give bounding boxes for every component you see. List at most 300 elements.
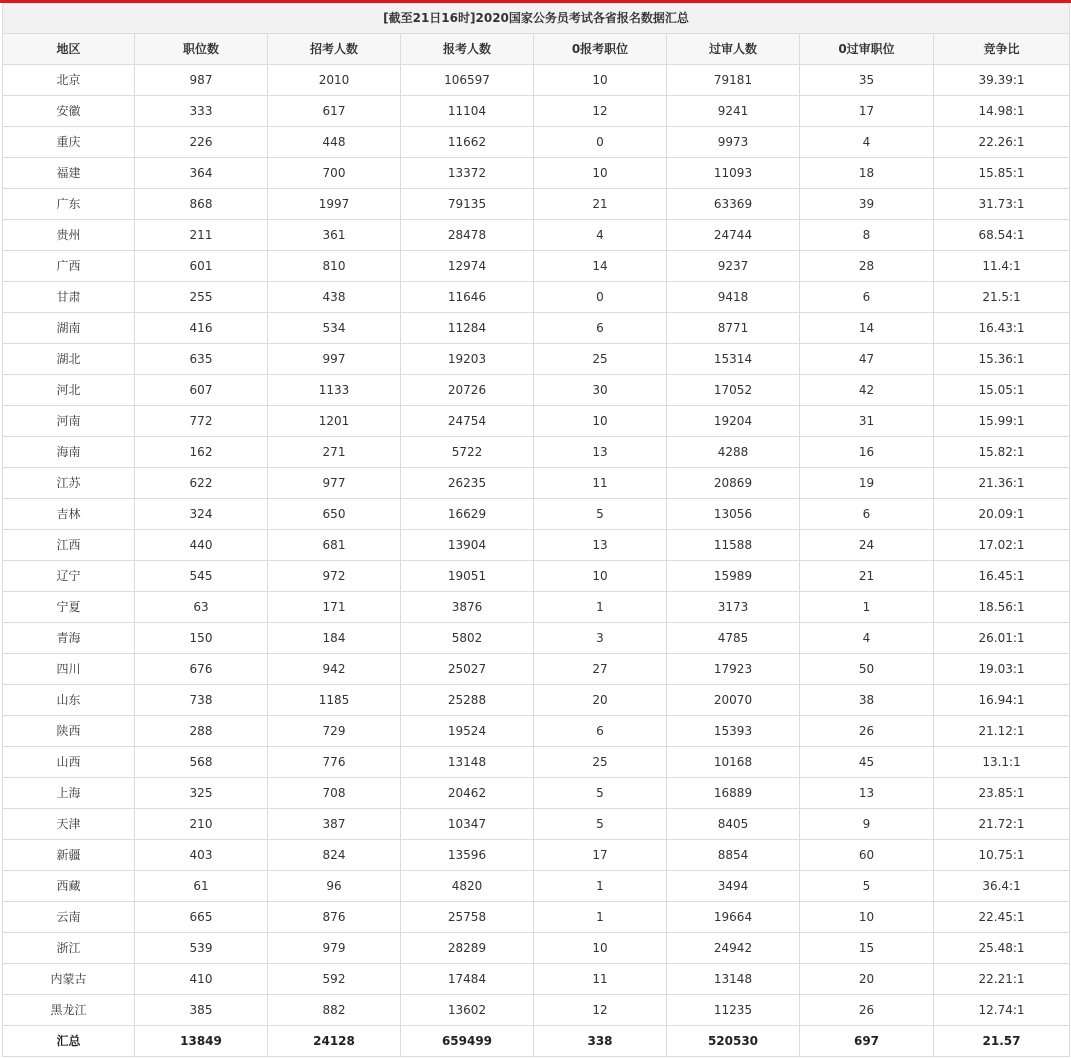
table-cell: 6 <box>800 282 934 313</box>
table-cell: 10 <box>534 406 667 437</box>
table-cell: 333 <box>135 96 268 127</box>
table-cell: 665 <box>135 902 268 933</box>
total-cell: 21.57 <box>934 1026 1070 1057</box>
table-cell: 21 <box>800 561 934 592</box>
table-cell: 31 <box>800 406 934 437</box>
table-cell: 96 <box>268 871 401 902</box>
table-cell: 30 <box>534 375 667 406</box>
table-row <box>3 561 1070 592</box>
region-cell: 四川 <box>3 654 135 685</box>
table-cell: 11662 <box>401 127 534 158</box>
table-cell: 1997 <box>268 189 401 220</box>
table-cell: 4 <box>534 220 667 251</box>
table-cell: 972 <box>268 561 401 592</box>
table-cell: 18 <box>800 158 934 189</box>
table-row <box>3 716 1070 747</box>
table-cell: 3494 <box>667 871 800 902</box>
table-row <box>3 995 1070 1026</box>
column-header: 地区 <box>3 34 135 65</box>
table-cell: 8854 <box>667 840 800 871</box>
table-cell: 10.75:1 <box>934 840 1070 871</box>
table-cell: 11588 <box>667 530 800 561</box>
table-cell: 13596 <box>401 840 534 871</box>
table-cell: 15.82:1 <box>934 437 1070 468</box>
table-cell: 11104 <box>401 96 534 127</box>
table-cell: 28478 <box>401 220 534 251</box>
region-cell: 河北 <box>3 375 135 406</box>
region-cell: 甘肃 <box>3 282 135 313</box>
region-cell: 浙江 <box>3 933 135 964</box>
table-cell: 21.72:1 <box>934 809 1070 840</box>
table-row <box>3 220 1070 251</box>
table-cell: 42 <box>800 375 934 406</box>
table-cell: 9418 <box>667 282 800 313</box>
region-cell: 河南 <box>3 406 135 437</box>
table-row <box>3 530 1070 561</box>
table-cell: 13148 <box>401 747 534 778</box>
column-header: 竞争比 <box>934 34 1070 65</box>
table-cell: 20 <box>800 964 934 995</box>
table-title: [截至21日16时]2020国家公务员考试各省报名数据汇总 <box>3 4 1070 34</box>
table-cell: 28289 <box>401 933 534 964</box>
table-cell: 868 <box>135 189 268 220</box>
table-cell: 4820 <box>401 871 534 902</box>
region-cell: 天津 <box>3 809 135 840</box>
table-cell: 16.43:1 <box>934 313 1070 344</box>
table-cell: 20869 <box>667 468 800 499</box>
table-cell: 325 <box>135 778 268 809</box>
table-cell: 19203 <box>401 344 534 375</box>
table-cell: 2010 <box>268 65 401 96</box>
table-cell: 28 <box>800 251 934 282</box>
region-cell: 内蒙古 <box>3 964 135 995</box>
table-cell: 22.45:1 <box>934 902 1070 933</box>
table-cell: 681 <box>268 530 401 561</box>
region-cell: 青海 <box>3 623 135 654</box>
table-cell: 11.4:1 <box>934 251 1070 282</box>
table-cell: 387 <box>268 809 401 840</box>
table-cell: 184 <box>268 623 401 654</box>
table-cell: 19664 <box>667 902 800 933</box>
table-cell: 12.74:1 <box>934 995 1070 1026</box>
table-cell: 45 <box>800 747 934 778</box>
table-cell: 21.12:1 <box>934 716 1070 747</box>
region-cell: 湖北 <box>3 344 135 375</box>
table-cell: 364 <box>135 158 268 189</box>
table-row <box>3 96 1070 127</box>
table-cell: 8771 <box>667 313 800 344</box>
table-cell: 10 <box>534 158 667 189</box>
table-cell: 0 <box>534 127 667 158</box>
table-cell: 16.94:1 <box>934 685 1070 716</box>
total-cell: 338 <box>534 1026 667 1057</box>
table-cell: 10 <box>534 933 667 964</box>
table-cell: 3876 <box>401 592 534 623</box>
table-cell: 39 <box>800 189 934 220</box>
region-cell: 西藏 <box>3 871 135 902</box>
table-cell: 24754 <box>401 406 534 437</box>
table-cell: 9241 <box>667 96 800 127</box>
region-cell: 福建 <box>3 158 135 189</box>
table-cell: 79135 <box>401 189 534 220</box>
region-cell: 辽宁 <box>3 561 135 592</box>
table-cell: 11646 <box>401 282 534 313</box>
region-cell: 吉林 <box>3 499 135 530</box>
table-cell: 18.56:1 <box>934 592 1070 623</box>
table-cell: 13148 <box>667 964 800 995</box>
table-cell: 438 <box>268 282 401 313</box>
table-cell: 16629 <box>401 499 534 530</box>
table-cell: 4785 <box>667 623 800 654</box>
region-cell: 重庆 <box>3 127 135 158</box>
table-body <box>3 65 1070 1026</box>
table-cell: 876 <box>268 902 401 933</box>
table-row <box>3 840 1070 871</box>
table-cell: 150 <box>135 623 268 654</box>
column-header: 过审人数 <box>667 34 800 65</box>
table-cell: 882 <box>268 995 401 1026</box>
table-cell: 13 <box>800 778 934 809</box>
table-cell: 25 <box>534 747 667 778</box>
table-cell: 11 <box>534 964 667 995</box>
total-cell: 697 <box>800 1026 934 1057</box>
table-cell: 4 <box>800 623 934 654</box>
table-cell: 13372 <box>401 158 534 189</box>
table-cell: 19204 <box>667 406 800 437</box>
table-cell: 3 <box>534 623 667 654</box>
table-cell: 8 <box>800 220 934 251</box>
table-cell: 9237 <box>667 251 800 282</box>
table-cell: 10347 <box>401 809 534 840</box>
table-cell: 10 <box>800 902 934 933</box>
table-cell: 24744 <box>667 220 800 251</box>
table-cell: 19524 <box>401 716 534 747</box>
table-cell: 13056 <box>667 499 800 530</box>
region-cell: 上海 <box>3 778 135 809</box>
table-cell: 226 <box>135 127 268 158</box>
table-row <box>3 592 1070 623</box>
table-cell: 15393 <box>667 716 800 747</box>
table-cell: 25.48:1 <box>934 933 1070 964</box>
table-cell: 5 <box>534 809 667 840</box>
table-row <box>3 964 1070 995</box>
table-cell: 11235 <box>667 995 800 1026</box>
table-row <box>3 871 1070 902</box>
table-cell: 622 <box>135 468 268 499</box>
table-cell: 22.21:1 <box>934 964 1070 995</box>
total-cell: 24128 <box>268 1026 401 1057</box>
table-cell: 635 <box>135 344 268 375</box>
table-cell: 255 <box>135 282 268 313</box>
column-header: 招考人数 <box>268 34 401 65</box>
table-cell: 79181 <box>667 65 800 96</box>
table-cell: 61 <box>135 871 268 902</box>
table-cell: 26 <box>800 995 934 1026</box>
table-cell: 20070 <box>667 685 800 716</box>
table-cell: 324 <box>135 499 268 530</box>
table-row <box>3 654 1070 685</box>
table-row <box>3 685 1070 716</box>
table-cell: 11284 <box>401 313 534 344</box>
table-row <box>3 282 1070 313</box>
table-row <box>3 933 1070 964</box>
table-cell: 15989 <box>667 561 800 592</box>
table-cell: 31.73:1 <box>934 189 1070 220</box>
table-cell: 568 <box>135 747 268 778</box>
table-cell: 410 <box>135 964 268 995</box>
table-row <box>3 747 1070 778</box>
region-cell: 贵州 <box>3 220 135 251</box>
table-cell: 15.36:1 <box>934 344 1070 375</box>
table-cell: 17923 <box>667 654 800 685</box>
table-cell: 539 <box>135 933 268 964</box>
table-cell: 26 <box>800 716 934 747</box>
table-row <box>3 344 1070 375</box>
total-label-cell: 汇总 <box>3 1026 135 1057</box>
table-cell: 772 <box>135 406 268 437</box>
table-cell: 1 <box>534 871 667 902</box>
table-cell: 21.5:1 <box>934 282 1070 313</box>
table-cell: 16 <box>800 437 934 468</box>
table-cell: 17052 <box>667 375 800 406</box>
table-cell: 1133 <box>268 375 401 406</box>
table-cell: 14 <box>800 313 934 344</box>
table-cell: 20.09:1 <box>934 499 1070 530</box>
total-cell: 13849 <box>135 1026 268 1057</box>
table-cell: 534 <box>268 313 401 344</box>
table-cell: 12 <box>534 995 667 1026</box>
region-cell: 湖南 <box>3 313 135 344</box>
table-cell: 20726 <box>401 375 534 406</box>
table-cell: 6 <box>534 313 667 344</box>
table-total-row <box>3 1026 1070 1057</box>
table-cell: 14 <box>534 251 667 282</box>
table-cell: 25288 <box>401 685 534 716</box>
table-cell: 210 <box>135 809 268 840</box>
table-cell: 1185 <box>268 685 401 716</box>
table-cell: 23.85:1 <box>934 778 1070 809</box>
table-cell: 24 <box>800 530 934 561</box>
table-cell: 162 <box>135 437 268 468</box>
table-cell: 977 <box>268 468 401 499</box>
table-cell: 36.4:1 <box>934 871 1070 902</box>
table-cell: 15.99:1 <box>934 406 1070 437</box>
table-cell: 15314 <box>667 344 800 375</box>
column-header: 0过审职位 <box>800 34 934 65</box>
table-cell: 38 <box>800 685 934 716</box>
table-cell: 676 <box>135 654 268 685</box>
table-cell: 10168 <box>667 747 800 778</box>
table-cell: 12974 <box>401 251 534 282</box>
table-cell: 5802 <box>401 623 534 654</box>
region-cell: 宁夏 <box>3 592 135 623</box>
table-cell: 13904 <box>401 530 534 561</box>
table-row <box>3 406 1070 437</box>
table-cell: 5722 <box>401 437 534 468</box>
table-row <box>3 809 1070 840</box>
table-cell: 171 <box>268 592 401 623</box>
table-row <box>3 375 1070 406</box>
table-header-row <box>3 34 1070 65</box>
table-row <box>3 189 1070 220</box>
table-cell: 13 <box>534 530 667 561</box>
table-cell: 211 <box>135 220 268 251</box>
region-cell: 北京 <box>3 65 135 96</box>
region-cell: 海南 <box>3 437 135 468</box>
table-cell: 39.39:1 <box>934 65 1070 96</box>
table-cell: 5 <box>800 871 934 902</box>
region-cell: 广东 <box>3 189 135 220</box>
table-cell: 9 <box>800 809 934 840</box>
table-cell: 16.45:1 <box>934 561 1070 592</box>
table-cell: 997 <box>268 344 401 375</box>
table-cell: 416 <box>135 313 268 344</box>
table-cell: 19 <box>800 468 934 499</box>
table-cell: 13.1:1 <box>934 747 1070 778</box>
table-row <box>3 778 1070 809</box>
table-cell: 21 <box>534 189 667 220</box>
table-cell: 17 <box>534 840 667 871</box>
table-cell: 9973 <box>667 127 800 158</box>
region-cell: 山东 <box>3 685 135 716</box>
region-cell: 新疆 <box>3 840 135 871</box>
table-cell: 729 <box>268 716 401 747</box>
table-cell: 0 <box>534 282 667 313</box>
table-cell: 979 <box>268 933 401 964</box>
table-cell: 25027 <box>401 654 534 685</box>
table-cell: 6 <box>800 499 934 530</box>
table-cell: 17.02:1 <box>934 530 1070 561</box>
region-cell: 云南 <box>3 902 135 933</box>
region-cell: 江西 <box>3 530 135 561</box>
table-cell: 1201 <box>268 406 401 437</box>
table-cell: 12 <box>534 96 667 127</box>
table-cell: 27 <box>534 654 667 685</box>
table-cell: 20 <box>534 685 667 716</box>
table-cell: 5 <box>534 778 667 809</box>
region-cell: 广西 <box>3 251 135 282</box>
total-cell: 520530 <box>667 1026 800 1057</box>
region-cell: 江苏 <box>3 468 135 499</box>
table-cell: 361 <box>268 220 401 251</box>
table-cell: 987 <box>135 65 268 96</box>
table-cell: 617 <box>268 96 401 127</box>
table-cell: 10 <box>534 561 667 592</box>
table-cell: 403 <box>135 840 268 871</box>
table-cell: 35 <box>800 65 934 96</box>
table-cell: 776 <box>268 747 401 778</box>
table-cell: 13602 <box>401 995 534 1026</box>
table-cell: 15 <box>800 933 934 964</box>
table-cell: 16889 <box>667 778 800 809</box>
table-cell: 440 <box>135 530 268 561</box>
table-cell: 106597 <box>401 65 534 96</box>
table-cell: 942 <box>268 654 401 685</box>
table-cell: 448 <box>268 127 401 158</box>
table-cell: 25758 <box>401 902 534 933</box>
table-cell: 592 <box>268 964 401 995</box>
table-cell: 13 <box>534 437 667 468</box>
table-cell: 24942 <box>667 933 800 964</box>
table-row <box>3 127 1070 158</box>
table-row <box>3 251 1070 282</box>
table-cell: 5 <box>534 499 667 530</box>
table-row <box>3 158 1070 189</box>
table-cell: 3173 <box>667 592 800 623</box>
table-row <box>3 499 1070 530</box>
table-title-row <box>3 4 1070 34</box>
table-cell: 545 <box>135 561 268 592</box>
table-cell: 708 <box>268 778 401 809</box>
table-row <box>3 902 1070 933</box>
table-row <box>3 313 1070 344</box>
table-row <box>3 623 1070 654</box>
table-cell: 4288 <box>667 437 800 468</box>
table-cell: 60 <box>800 840 934 871</box>
table-cell: 47 <box>800 344 934 375</box>
table-cell: 6 <box>534 716 667 747</box>
table-cell: 4 <box>800 127 934 158</box>
table-cell: 1 <box>800 592 934 623</box>
table-cell: 1 <box>534 902 667 933</box>
table-cell: 15.05:1 <box>934 375 1070 406</box>
registration-data-table <box>2 3 1070 1057</box>
table-cell: 17 <box>800 96 934 127</box>
table-cell: 19051 <box>401 561 534 592</box>
table-cell: 19.03:1 <box>934 654 1070 685</box>
table-cell: 810 <box>268 251 401 282</box>
table-cell: 650 <box>268 499 401 530</box>
table-cell: 700 <box>268 158 401 189</box>
table-cell: 68.54:1 <box>934 220 1070 251</box>
column-header: 0报考职位 <box>534 34 667 65</box>
table-cell: 10 <box>534 65 667 96</box>
table-cell: 25 <box>534 344 667 375</box>
table-cell: 11093 <box>667 158 800 189</box>
table-cell: 20462 <box>401 778 534 809</box>
table-cell: 21.36:1 <box>934 468 1070 499</box>
table-cell: 14.98:1 <box>934 96 1070 127</box>
table-cell: 15.85:1 <box>934 158 1070 189</box>
table-cell: 63369 <box>667 189 800 220</box>
table-cell: 17484 <box>401 964 534 995</box>
region-cell: 安徽 <box>3 96 135 127</box>
table-cell: 288 <box>135 716 268 747</box>
table-cell: 1 <box>534 592 667 623</box>
table-cell: 271 <box>268 437 401 468</box>
table-cell: 607 <box>135 375 268 406</box>
column-header: 职位数 <box>135 34 268 65</box>
table-row <box>3 468 1070 499</box>
table-cell: 26235 <box>401 468 534 499</box>
total-cell: 659499 <box>401 1026 534 1057</box>
region-cell: 山西 <box>3 747 135 778</box>
table-cell: 26.01:1 <box>934 623 1070 654</box>
table-cell: 738 <box>135 685 268 716</box>
region-cell: 黑龙江 <box>3 995 135 1026</box>
table-cell: 50 <box>800 654 934 685</box>
column-header: 报考人数 <box>401 34 534 65</box>
table-cell: 601 <box>135 251 268 282</box>
table-cell: 63 <box>135 592 268 623</box>
table-cell: 385 <box>135 995 268 1026</box>
table-cell: 22.26:1 <box>934 127 1070 158</box>
table-cell: 824 <box>268 840 401 871</box>
region-cell: 陕西 <box>3 716 135 747</box>
table-cell: 8405 <box>667 809 800 840</box>
table-row <box>3 437 1070 468</box>
table-row <box>3 65 1070 96</box>
